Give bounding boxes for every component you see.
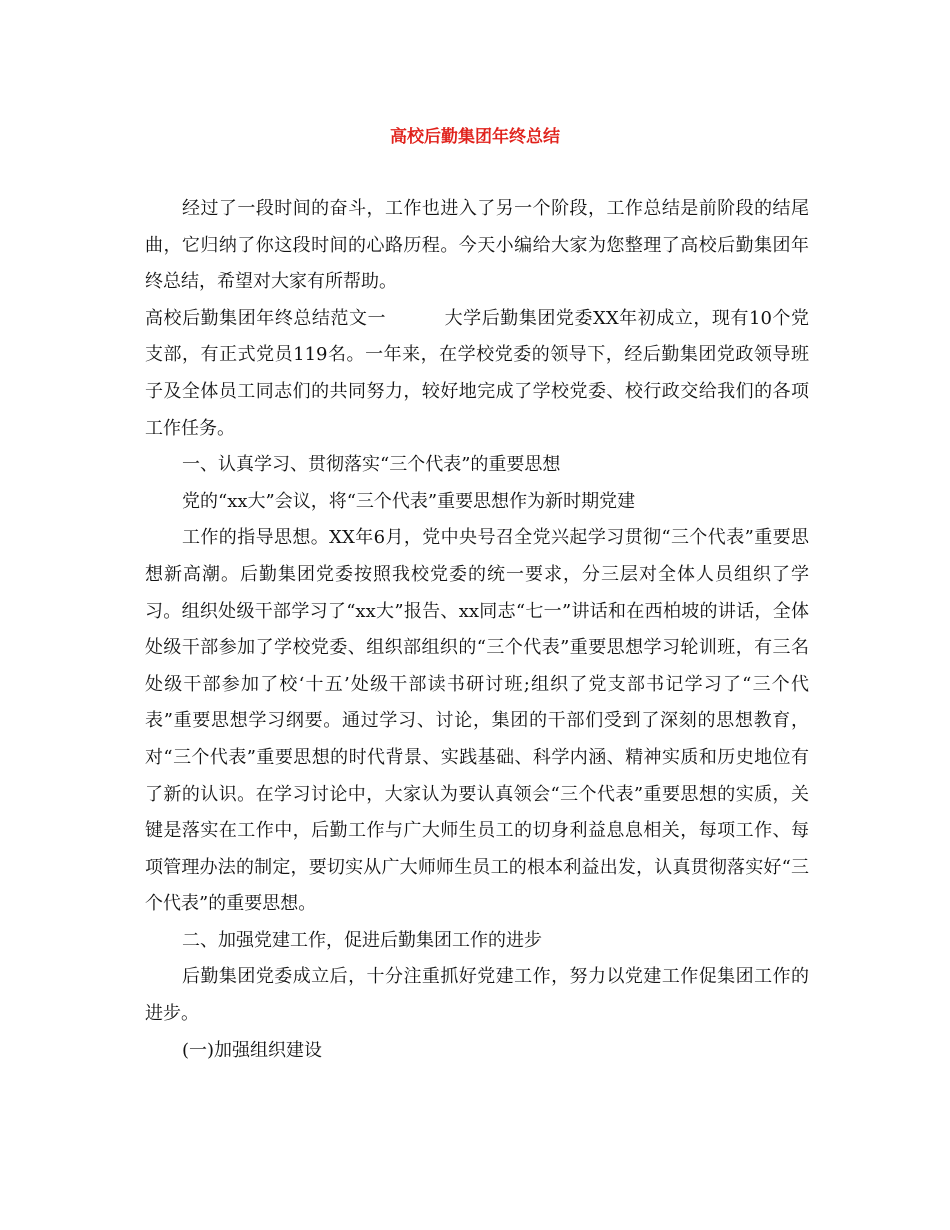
intro-paragraph: 经过了一段时间的奋斗，工作也进入了另一个阶段，工作总结是前阶段的结尾曲，它归纳了你这段时间的心路历程。今天小编给大家为您整理了高校后勤集团年终总结，希望对大家有所帮助。 [145, 198, 809, 293]
subsection-heading-1: (一)加强组织建设 [182, 1039, 323, 1061]
document-title: 高校后勤集团年终总结 [390, 127, 560, 147]
document-body [145, 191, 809, 1069]
sample-paragraph [145, 301, 809, 447]
paragraph-party-congress: 党的“xx大”会议，将“三个代表”重要思想作为新时期党建 [182, 490, 636, 512]
section-heading-2: 二、加强党建工作，促进后勤集团工作的进步 [182, 929, 542, 951]
paragraph-study: 工作的指导思想。XX年6月，党中央号召全党兴起学习贯彻“三个代表”重要思想新高潮。后勤集团党委按照我校党委的统一要求，分三层对全体人员组织了学习。组织处级干部学习了“xx大”报告、xx同志“七一”讲话和在西柏坡的讲话，全体处级干部参加了学校党委、组织部组织的“三个代表”重要思想学习轮训班，有三名处级干部参加了校‘十五’处级干部读书研讨班;组织了党支部书记学习了“三个代表”重要思想学习纲要。通过学习、讨论，集团的干部们受到了深刻的思想教育，对“三个代表”重要思想的时代背景、实践基础、科学内涵、精神实质和历史地位有了新的认识。在学习讨论中，大家认为要认真领会“三个代表”重要思想的实质，关键是落实在工作中，后勤工作与广大师生员工的切身利益息息相关，每项工作、每项管理办法的制定，要切实从广大师师生员工的根本利益出发，认真贯彻落实好“三个代表”的重要思想。 [145, 527, 809, 915]
sample-label: 高校后勤集团年终总结范文一 [145, 307, 387, 329]
paragraph-party-building: 后勤集团党委成立后，十分注重抓好党建工作，努力以党建工作促集团工作的进步。 [145, 966, 809, 1025]
sample-text: 大学后勤集团党委XX年初成立，现有10个党支部，有正式党员119名。一年来，在学校党委的领导下，经后勤集团党政领导班子及全体员工同志们的共同努力，较好地完成了学校党委、校行政交给我们的各项工作任务。 [145, 307, 809, 439]
section-heading-1: 一、认真学习、贯彻落实“三个代表”的重要思想 [182, 454, 561, 476]
